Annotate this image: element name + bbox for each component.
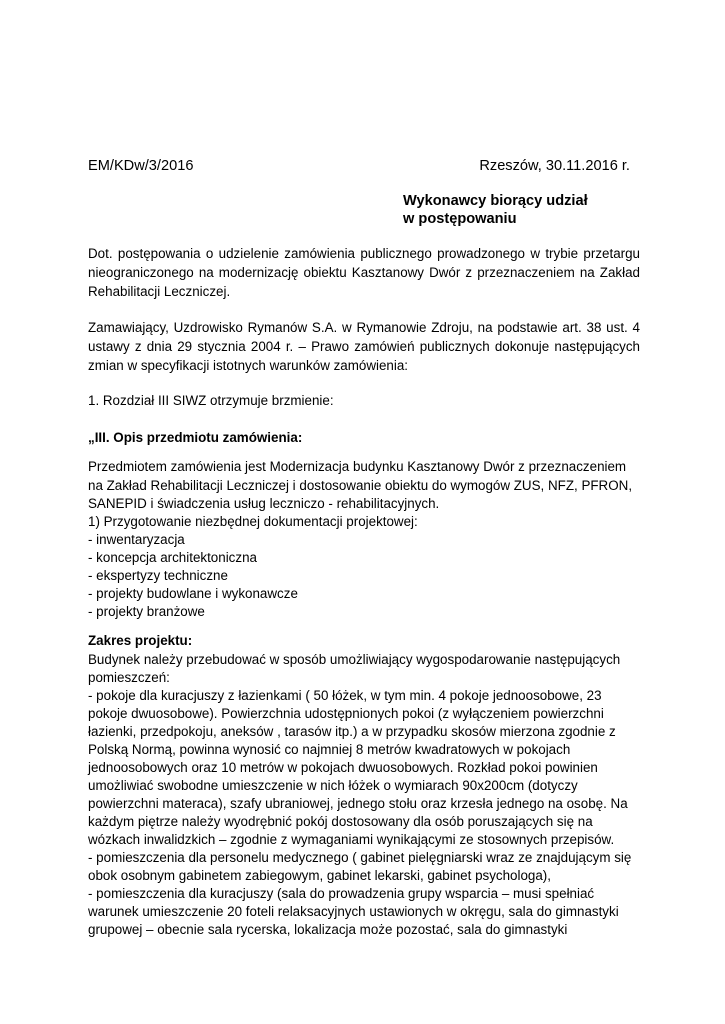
scope-line: jednoosobowych oraz 10 metrów w pokojach dwuosobowych. Rozkład pokoi powinien <box>88 760 598 775</box>
body-line: - inwentaryzacja <box>88 532 185 547</box>
subject-line: Dot. postępowania o udzielenie zamówienia publicznego prowadzonego w trybie przetargu <box>88 246 640 261</box>
scope-line: Polską Normą, powinna wynosić co najmniej 8 metrów kwadratowych w pokojach <box>88 742 571 757</box>
point-1: 1. Rozdział III SIWZ otrzymuje brzmienie: <box>88 393 334 408</box>
scope-line: umożliwiać swobodne umieszczenie w nich łóżek o wymiarach 90x200cm (dotyczy <box>88 778 578 793</box>
scope-line: - pokoje dla kuracjuszy z łazienkami ( 50 łóżek, w tym min. 4 pokoje jednoosobowe, 23 <box>88 688 602 703</box>
intro-line: zmian w specyfikacji istotnych warunków zamówienia: <box>88 358 409 373</box>
scope-line: łazienki, przedpokoju, aneksów , tarasów itp.) a w przypadku skosów mierzona zgodnie z <box>88 724 616 739</box>
recipient-line-1: Wykonawcy biorący udział <box>403 193 588 209</box>
body-line: - projekty budowlane i wykonawcze <box>88 586 298 601</box>
scope-title: Zakres projektu: <box>88 633 193 648</box>
scope-line: warunek umieszczenie 20 foteli relaksacyjnych ustawionych w okręgu, sala do gimnastyki <box>88 904 619 919</box>
intro-line: ustawy z dnia 29 stycznia 2004 r. – Prawo zamówień publicznych dokonuje następujących <box>88 339 640 354</box>
scope-line: powierzchni materaca), szafy ubraniowej, jednego stołu oraz krzesła jednego na osobę. Na <box>88 796 628 811</box>
body-line: na Zakład Rehabilitacji Leczniczej i dostosowanie obiektu do wymogów ZUS, NFZ, PFRON, <box>88 478 633 493</box>
scope-line: obok osobnym gabinetem zabiegowym, gabinet lekarski, gabinet psychologa), <box>88 868 551 883</box>
subject-line: nieograniczonego na modernizację obiektu Kasztanowy Dwór z przeznaczeniem na Zakład <box>88 265 640 280</box>
body-line: SANEPID i świadczenia usług leczniczo - rehabilitacyjnych. <box>88 496 440 511</box>
body-line: - koncepcja architektoniczna <box>88 550 257 565</box>
recipient-line-2: w postępowaniu <box>403 211 517 227</box>
scope-line: pokoje dwuosobowe). Powierzchnia udostępnionych pokoi (z wyłączeniem powierzchni <box>88 706 604 721</box>
scope-line: pomieszczeń: <box>88 670 170 685</box>
body-line: Przedmiotem zamówienia jest Modernizacja budynku Kasztanowy Dwór z przeznaczeniem <box>88 459 627 474</box>
scope-line: wózkach inwalidzkich – zgodnie z wymaganiami wynikającymi ze stosownych przepisów. <box>88 832 615 847</box>
scope-line: - pomieszczenia dla personelu medycznego ( gabinet pielęgniarski wraz ze znajdującym się <box>88 850 632 865</box>
scope-line: grupowej – obecnie sala rycerska, lokalizacja może pozostać, sala do gimnastyki <box>88 922 568 937</box>
intro-line: Zamawiający, Uzdrowisko Rymanów S.A. w Rymanowie Zdroju, na podstawie art. 38 ust. 4 <box>88 320 640 335</box>
subject-line: Rehabilitacji Leczniczej. <box>88 284 231 299</box>
body-line: - projekty branżowe <box>88 604 205 619</box>
scope-line: - pomieszczenia dla kuracjuszy (sala do prowadzenia grupy wsparcia – musi spełniać <box>88 886 595 901</box>
scope-line: Budynek należy przebudować w sposób umożliwiający wygospodarowanie następujących <box>88 652 621 667</box>
body-line: 1) Przygotowanie niezbędnej dokumentacji projektowej: <box>88 514 418 529</box>
reference-number: EM/KDw/3/2016 <box>88 158 194 174</box>
body-line: - ekspertyzy techniczne <box>88 568 228 583</box>
scope-line: każdym piętrze należy wyodrębnić pokój dostosowany dla osób poruszających się na <box>88 814 593 829</box>
section-title: „III. Opis przedmiotu zamówienia: <box>88 430 303 445</box>
place-date: Rzeszów, 30.11.2016 r. <box>479 158 630 174</box>
